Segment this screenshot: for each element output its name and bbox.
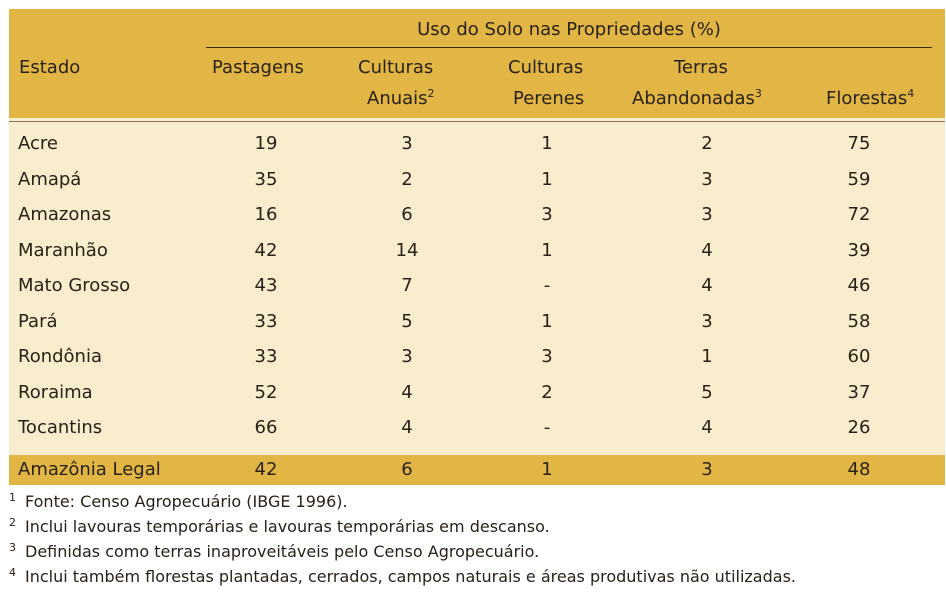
group-header-title: Uso do Solo nas Propriedades (%) bbox=[417, 19, 721, 40]
cell-abandonadas: 2 bbox=[701, 133, 713, 154]
footnote-number: 3 bbox=[9, 541, 16, 554]
cell-abandonadas: 4 bbox=[701, 417, 713, 438]
footnote-number: 4 bbox=[9, 566, 16, 579]
footnote-ref-3: 3 bbox=[754, 87, 762, 100]
cell-perenes: 1 bbox=[541, 133, 553, 154]
cell-estado: Tocantins bbox=[18, 417, 103, 438]
cell-florestas: 72 bbox=[847, 204, 871, 225]
cell-perenes: 1 bbox=[541, 239, 553, 261]
cell-perenes: - bbox=[543, 275, 551, 296]
footnote-item bbox=[9, 514, 945, 539]
cell-perenes: - bbox=[543, 417, 551, 438]
cell-florestas: 37 bbox=[847, 381, 871, 403]
cell-perenes: 3 bbox=[541, 204, 553, 225]
cell-abandonadas: 3 bbox=[701, 310, 713, 332]
footnote-text: Inclui também florestas plantadas, cerrados, campos naturais e áreas produtivas não utilizadas. bbox=[25, 567, 796, 586]
cell-pastagens: 43 bbox=[254, 275, 278, 296]
col-header-estado: Estado bbox=[19, 57, 81, 78]
footnote-item bbox=[9, 564, 945, 589]
cell-perenes: 2 bbox=[541, 381, 553, 403]
cell-anuais: 7 bbox=[401, 275, 413, 296]
cell-perenes: 1 bbox=[541, 310, 553, 332]
table-row bbox=[9, 162, 945, 198]
cell-estado: Maranhão bbox=[18, 239, 108, 261]
header-bottom-rule bbox=[9, 121, 945, 122]
cell-pastagens-total: 42 bbox=[254, 459, 278, 480]
cell-anuais: 14 bbox=[395, 239, 419, 261]
footnote-text: Definidas como terras inaproveitáveis pelo Censo Agropecuário. bbox=[25, 542, 540, 561]
table-header bbox=[9, 9, 945, 118]
cell-pastagens: 66 bbox=[254, 417, 278, 438]
cell-pastagens: 42 bbox=[254, 239, 278, 261]
cell-abandonadas: 1 bbox=[701, 346, 713, 367]
footnote-number: 2 bbox=[9, 516, 16, 529]
footnote-number: 1 bbox=[9, 491, 16, 504]
cell-pastagens: 52 bbox=[254, 381, 278, 403]
col-header-perenes-line2: Perenes bbox=[513, 88, 585, 109]
col-header-abandonadas-line1: Terras bbox=[674, 57, 728, 78]
col-header-florestas: Florestas$^4$ bbox=[826, 87, 915, 109]
cell-anuais-total: 6 bbox=[401, 459, 413, 480]
cell-abandonadas: 3 bbox=[701, 168, 713, 190]
cell-pastagens: 35 bbox=[254, 168, 278, 190]
cell-perenes: 1 bbox=[541, 168, 553, 190]
cell-anuais: 5 bbox=[401, 310, 413, 332]
table-row bbox=[9, 233, 945, 269]
cell-florestas: 58 bbox=[847, 310, 871, 332]
col-header-pastagens: Pastagens bbox=[212, 57, 304, 78]
footnote-text: Fonte: Censo Agropecuário (IBGE 1996). bbox=[25, 492, 348, 511]
footnote-item bbox=[9, 489, 945, 514]
cell-estado-total: Amazônia Legal bbox=[18, 459, 161, 480]
table-row bbox=[9, 126, 945, 162]
cell-estado: Rondônia bbox=[18, 346, 102, 367]
col-header-perenes-line1: Culturas bbox=[508, 57, 584, 78]
cell-florestas: 26 bbox=[847, 417, 871, 438]
cell-abandonadas: 4 bbox=[701, 239, 713, 261]
cell-perenes-total: 1 bbox=[541, 459, 553, 480]
cell-pastagens: 19 bbox=[254, 133, 278, 154]
cell-pastagens: 33 bbox=[254, 310, 278, 332]
cell-florestas: 75 bbox=[847, 133, 871, 154]
cell-anuais: 3 bbox=[401, 346, 413, 367]
cell-florestas: 60 bbox=[847, 346, 871, 367]
col-header-anuais-line1: Culturas bbox=[358, 57, 434, 78]
cell-abandonadas: 5 bbox=[701, 381, 713, 403]
cell-florestas-total: 48 bbox=[847, 459, 871, 480]
cell-abandonadas: 4 bbox=[701, 275, 713, 296]
footnote-text: Inclui lavouras temporárias e lavouras temporárias em descanso. bbox=[25, 517, 550, 536]
cell-anuais: 4 bbox=[401, 417, 413, 438]
table-row bbox=[9, 375, 945, 411]
table-row bbox=[9, 197, 945, 233]
footnotes bbox=[9, 489, 945, 589]
footnote-item bbox=[9, 539, 945, 564]
table-row bbox=[9, 304, 945, 340]
cell-florestas: 39 bbox=[847, 239, 871, 261]
cell-estado: Acre bbox=[18, 133, 58, 154]
cell-abandonadas: 3 bbox=[701, 204, 713, 225]
cell-pastagens: 33 bbox=[254, 346, 278, 367]
cell-estado: Amapá bbox=[18, 168, 82, 190]
cell-anuais: 3 bbox=[401, 133, 413, 154]
cell-florestas: 59 bbox=[847, 168, 871, 190]
cell-abandonadas-total: 3 bbox=[701, 459, 713, 480]
table-row bbox=[9, 410, 945, 446]
footnote-ref-4: 4 bbox=[907, 87, 915, 100]
cell-anuais: 6 bbox=[401, 204, 413, 225]
cell-anuais: 2 bbox=[401, 168, 413, 190]
group-header-rule bbox=[206, 47, 932, 48]
cell-anuais: 4 bbox=[401, 381, 413, 403]
cell-estado: Roraima bbox=[18, 381, 93, 403]
cell-florestas: 46 bbox=[847, 275, 871, 296]
cell-estado: Pará bbox=[18, 310, 58, 332]
table-row bbox=[9, 339, 945, 375]
table-body bbox=[9, 126, 945, 446]
table-row bbox=[9, 268, 945, 304]
cell-perenes: 3 bbox=[541, 346, 553, 367]
table-total-row bbox=[9, 455, 945, 485]
cell-pastagens: 16 bbox=[254, 204, 278, 225]
cell-estado: Mato Grosso bbox=[18, 275, 131, 296]
col-header-anuais-line2: Anuais$^2$ bbox=[367, 87, 435, 109]
cell-estado: Amazonas bbox=[18, 204, 112, 225]
col-header-abandonadas-line2: Abandonadas$^3$ bbox=[632, 87, 762, 109]
footnote-ref-2: 2 bbox=[427, 87, 435, 100]
